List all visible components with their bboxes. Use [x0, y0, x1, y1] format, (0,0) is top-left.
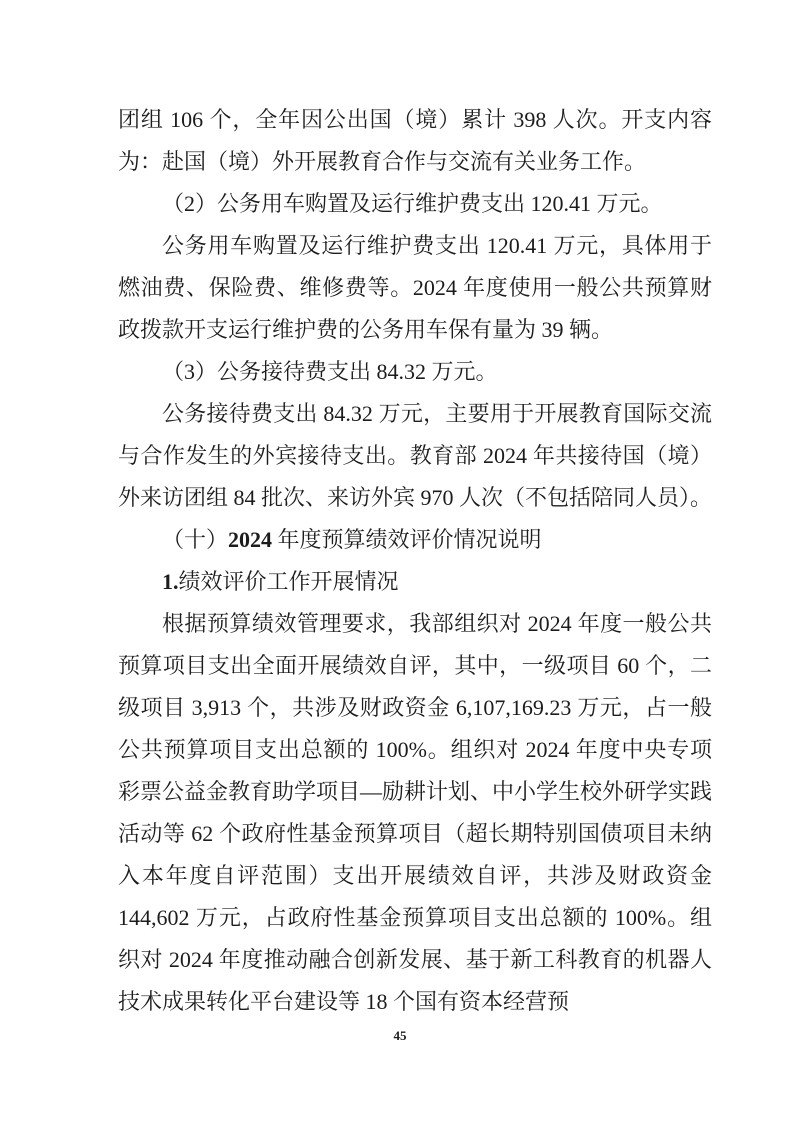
text-run: （十） [162, 527, 229, 552]
body-paragraph [118, 351, 712, 393]
text-run: 根据预算绩效管理要求，我部组织对 2024 年度一般公共预算项目支出全面开展绩效自评，其中，一级项目 60 个，二级项目 3,913 个，共涉及财政资金 6,107,169.23 万元，占一般公共预算项目支出总额的 100%。组织对 2024 年度中央专项彩票公益金教育助学项目—励耕计划、中小学生校外研学实践活动等 62 个政府性基金预算项目（超长期特别国债项目未纳入本年度自评范围）支出开展绩效自评，共涉及财政资金 144,602 万元，占政府性基金预算项目支出总额的 100%。组织对 2024 年度推动融合创新发展、基于新工科教育的机器人技术成果转化平台建设等 18 个国有资本经营预 [118, 611, 713, 1014]
body-paragraph [118, 603, 712, 1023]
heading-paragraph [118, 561, 712, 603]
bold-text-run: 2024 [228, 527, 273, 552]
body-paragraph [118, 99, 712, 183]
page-number: 45 [393, 1028, 407, 1043]
document-body [118, 99, 712, 1023]
body-paragraph [118, 225, 712, 351]
text-run: 公务接待费支出 84.32 万元，主要用于开展教育国际交流与合作发生的外宾接待支出。教育部 2024 年共接待国（境）外来访团组 84 批次、来访外宾 970 人次（不包括陪同人员）。 [118, 401, 713, 510]
text-run: 绩效评价工作开展情况 [178, 569, 399, 594]
body-paragraph [118, 183, 712, 225]
text-run: 团组 106 个，全年因公出国（境）累计 398 人次。开支内容为：赴国（境）外开展教育合作与交流有关业务工作。 [118, 107, 712, 174]
text-run: 公务用车购置及运行维护费支出 120.41 万元，具体用于燃油费、保险费、维修费等。2024 年度使用一般公共预算财政拨款开支运行维护费的公务用车保有量为 39 辆。 [118, 233, 712, 342]
text-run: （2）公务用车购置及运行维护费支出 120.41 万元。 [162, 191, 663, 216]
body-paragraph [118, 393, 712, 519]
text-run: （3）公务接待费支出 84.32 万元。 [162, 359, 498, 384]
text-run: 年度预算绩效评价情况说明 [272, 527, 542, 552]
bold-text-run: 1. [162, 569, 179, 594]
heading-paragraph [118, 519, 712, 561]
